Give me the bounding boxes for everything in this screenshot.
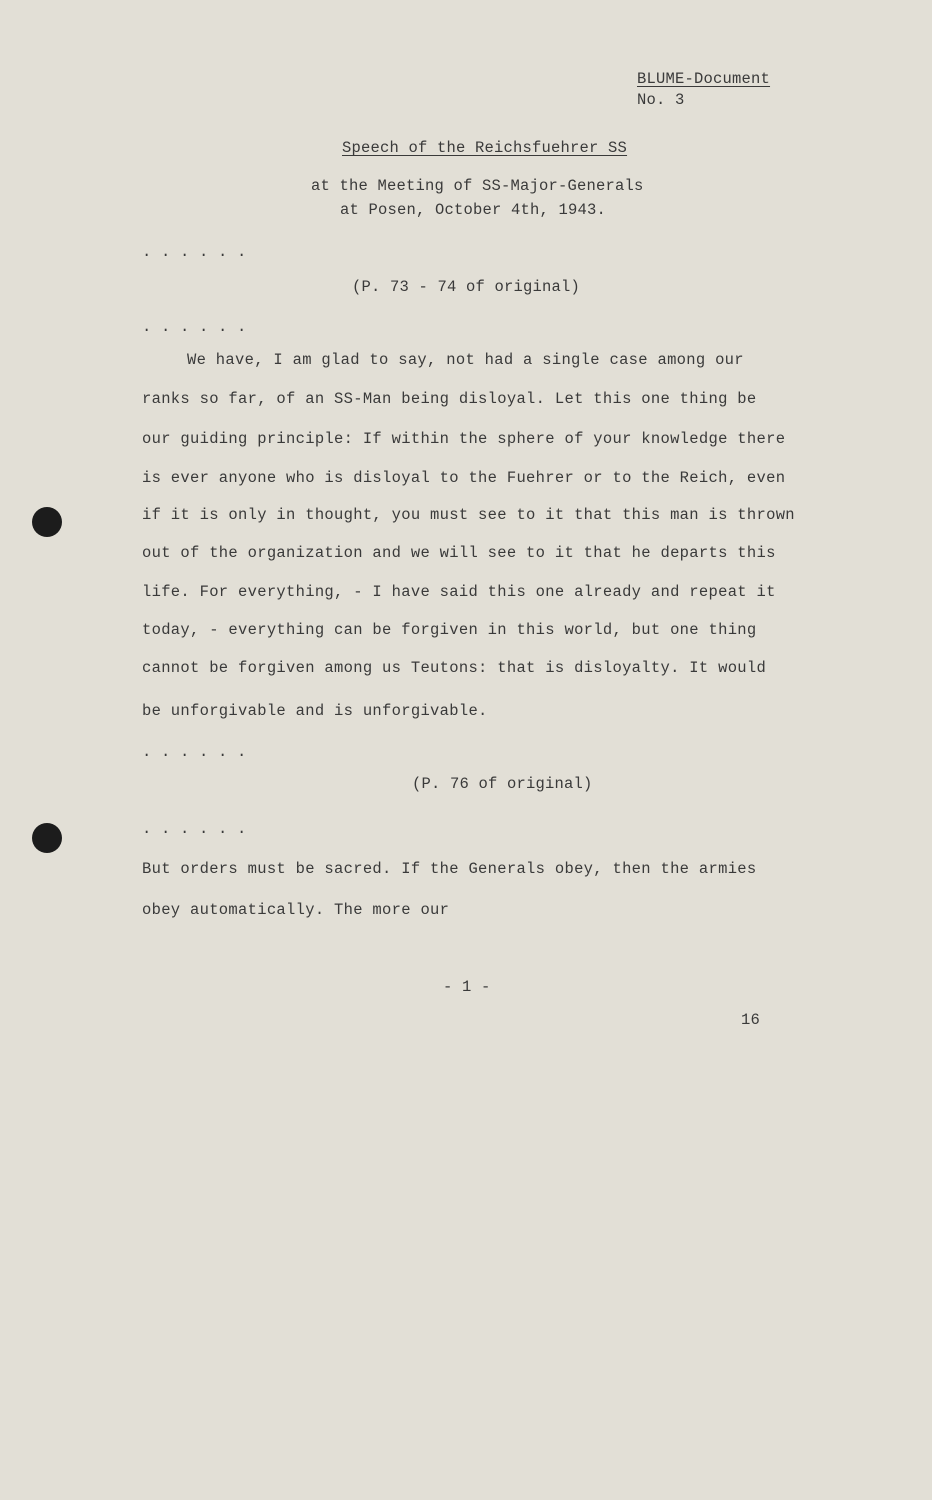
paragraph-line: our guiding principle: If within the sphere of your knowledge there <box>142 430 786 448</box>
paragraph-line: But orders must be sacred. If the Generals obey, then the armies <box>142 860 757 878</box>
paragraph-line: out of the organization and we will see to it that he departs this <box>142 544 776 562</box>
ellipsis-2: . . . . . . <box>142 318 247 336</box>
paragraph-line: ranks so far, of an SS-Man being disloyal. Let this one thing be <box>142 390 757 408</box>
subtitle-line-2: at Posen, October 4th, 1943. <box>340 201 607 219</box>
subtitle-line-1: at the Meeting of SS-Major-Generals <box>311 177 644 195</box>
paragraph-line: cannot be forgiven among us Teutons: that is disloyalty. It would <box>142 659 767 677</box>
paragraph-line: today, - everything can be forgiven in this world, but one thing <box>142 621 757 639</box>
paragraph-line: life. For everything, - I have said this one already and repeat it <box>142 583 776 601</box>
ellipsis-1: . . . . . . <box>142 243 247 261</box>
ellipsis-3: . . . . . . <box>142 743 247 761</box>
sheet-number: 16 <box>741 1011 761 1029</box>
paragraph-line: obey automatically. The more our <box>142 901 450 919</box>
paragraph-line: be unforgivable and is unforgivable. <box>142 702 488 720</box>
punch-hole-bottom <box>32 823 62 853</box>
paragraph-line: if it is only in thought, you must see to it that this man is thrown <box>142 506 795 524</box>
document-title: Speech of the Reichsfuehrer SS <box>342 139 628 157</box>
page-reference-1: (P. 73 - 74 of original) <box>352 278 581 296</box>
document-label: BLUME-Document <box>637 70 771 88</box>
page-reference-2: (P. 76 of original) <box>412 775 593 793</box>
ellipsis-4: . . . . . . <box>142 820 247 838</box>
paragraph-line: is ever anyone who is disloyal to the Fuehrer or to the Reich, even <box>142 469 786 487</box>
paragraph-line: We have, I am glad to say, not had a single case among our <box>187 351 744 369</box>
punch-hole-top <box>32 507 62 537</box>
page-number: - 1 - <box>443 978 491 996</box>
document-number: No. 3 <box>637 91 685 109</box>
